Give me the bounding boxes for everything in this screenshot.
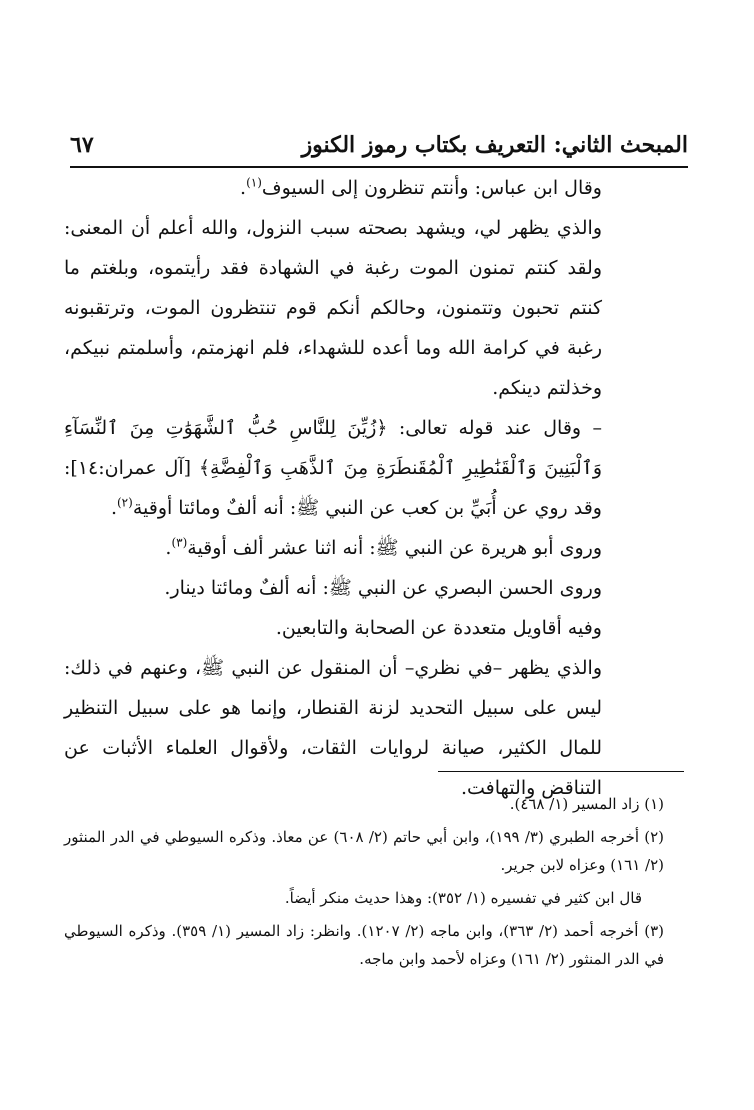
footnote-marker-3[interactable]: (٣) [171,535,188,550]
footnote-2-comment: قال ابن كثير في تفسيره (١/ ٣٥٢): وهذا حديث منكر أيضاً. [284,889,642,907]
quran-verse: ﴿زُيِّنَ لِلنَّاسِ حُبُّ ٱلشَّهَوَٰتِ مِنَ ٱلنِّسَآءِ وَٱلْبَنِينَ وَٱلْقَنَٰطِيرِ ٱلْمُقَنطَرَةِ مِنَ ٱلذَّهَبِ وَٱلْفِضَّةِ﴾ [64,417,602,479]
paragraph-2: والذي يظهر لي، ويشهد بصحته سبب النزول، والله أعلم أن المعنى: ولقد كنتم تمنون الموت رغبة في الشهادة فقد رأيتموه، وبلغتم ما كنتم تحبون وتتمنون، وحالكم أنكم قوم تنتظرون الموت، وترتقبونه رغبة في كرامة الله وما أعده للشهداء، فلم انهزمتم، وأسلمتم نبيكم، وخذلتم دينكم. [64,217,602,399]
paragraph-6: وفيه أقاويل متعددة عن الصحابة والتابعين. [275,617,602,639]
paragraph-7: والذي يظهر –في نظري– أن المنقول عن النبي ﷺ، وعنهم في ذلك: ليس على سبيل التحديد لزنة القنطار، وإنما هو على سبيل التنظير للمال الكثير، صيانة لروايات الثقات، ولأقوال العلماء الأثبات عن التناقض والتهافت. [64,657,602,799]
footnote-1: (١) زاد المسير (١/ ٤٦٨). [509,795,664,813]
footnote-marker-2[interactable]: (٢) [116,495,133,510]
running-header [70,126,688,168]
paragraph-5: وروى الحسن البصري عن النبي ﷺ: أنه ألفٌ ومائتا دينار. [164,577,602,599]
footnote-divider [438,771,684,772]
footnote-3: (٣) أخرجه أحمد (٢/ ٣٦٣)، وابن ماجه (٢/ ١٢٠٧). وانظر: زاد المسير (١/ ٣٥٩). وذكره السيوطي في الدر المنثور (٢/ ١٦١) وعزاه لأحمد وابن ماجه. [64,922,664,968]
paragraph-1: وقال ابن عباس: وأنتم تنظرون إلى السيوف$^{(١)}$. [240,175,602,199]
footnotes [64,790,690,978]
main-text [64,168,690,808]
header-title: المبحث الثاني: التعريف بكتاب رموز الكنوز [301,132,688,158]
paragraph-4: وروى أبو هريرة عن النبي ﷺ: أنه اثنا عشر ألف أوقية$^{(٣)}$. [165,535,602,559]
footnote-marker-1[interactable]: (١) [246,175,262,190]
footnote-2: (٢) أخرجه الطبري (٣/ ١٩٩)، وابن أبي حاتم (٢/ ٦٠٨) عن معاذ. وذكره السيوطي في الدر المنثور (٢/ ١٦١) وعزاه لابن جرير. [64,828,665,874]
page-number: ٦٧ [70,132,94,158]
paragraph-3: – وقال عند قوله تعالى: ﴿زُيِّنَ لِلنَّاسِ حُبُّ ٱلشَّهَوَٰتِ مِنَ ٱلنِّسَآءِ وَٱلْبَنِينَ وَٱلْقَنَٰطِيرِ ٱلْمُقَنطَرَةِ مِنَ ٱلذَّهَبِ وَٱلْفِضَّةِ﴾ [آل عمران:١٤]: وقد روي عن أُبَيِّ بن كعب عن النبي ﷺ: أنه ألفٌ ومائتا أوقية$^{(٢)}$. [64,417,602,519]
